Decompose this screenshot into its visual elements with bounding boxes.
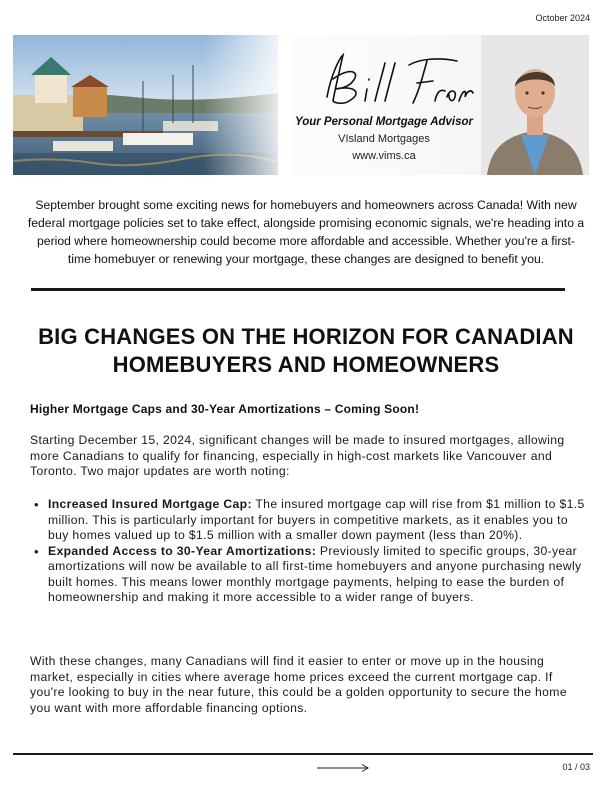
website-link[interactable]: www.vims.ca bbox=[352, 150, 416, 162]
list-item bbox=[30, 497, 590, 544]
section-divider bbox=[31, 288, 565, 291]
advisor-portrait bbox=[481, 35, 589, 175]
body-paragraph-1: Starting December 15, 2024, significant changes will be made to insured mortgages, allowing more Canadians to qualify for financing, especially in high-cost markets like Vancouver and Toronto. Two major updates are worth noting: bbox=[30, 433, 565, 478]
list-item-lead: Expanded Access to 30-Year Amortizations: bbox=[48, 543, 317, 558]
footer-divider bbox=[13, 753, 593, 755]
list-item-lead: Increased Insured Mortgage Cap: bbox=[48, 497, 252, 511]
list-item bbox=[30, 544, 590, 606]
page-number: 01 / 03 bbox=[562, 762, 590, 772]
issue-date: October 2024 bbox=[535, 13, 590, 23]
section-subheading: Higher Mortgage Caps and 30-Year Amortizations – Coming Soon! bbox=[30, 402, 420, 416]
intro-paragraph: September brought some exciting news for homebuyers and homeowners across Canada! With new federal mortgage policies set to take effect, alongside promising economic signals, we're heading into a period where homeownership could become more affordable and accessible. Whether you're a first-time homebuyer or renewing your mortgage, these changes are designed to benefit you. bbox=[27, 198, 585, 266]
body-paragraph-2: With these changes, many Canadians will find it easier to enter or move up in the housing market, especially in cities where average home prices exceed the current mortgage cap. If you're looking to buy in the near future, this could be a golden opportunity to secure the home you want with more affordable financing options. bbox=[30, 654, 567, 715]
arrow-right-icon[interactable] bbox=[316, 763, 370, 773]
company-name: VIsland Mortgages bbox=[338, 133, 430, 145]
key-changes-list bbox=[30, 497, 590, 606]
signature-logo bbox=[309, 45, 479, 115]
list-item-text: The insured mortgage cap will rise from $1 million to $1.5 million. This is particularly important for buyers in competitive markets, as it enables you to buy homes valued up to $1.5 million with a smaller down payment (less than 20%). bbox=[48, 497, 585, 542]
header-banner bbox=[13, 35, 589, 175]
list-item-text: Previously limited to specific groups, 30-year amortizations will now be available to all first-time homebuyers and anyone purchasing newly built homes. This means lower monthly mortgage payments, helping to ease the burden of homeownership and making it more accessible to a wider range of buyers. bbox=[48, 543, 582, 604]
page-headline: BIG CHANGES ON THE HORIZON FOR CANADIAN HOMEBUYERS AND HOMEOWNERS bbox=[38, 324, 574, 377]
advisor-title: Your Personal Mortgage Advisor bbox=[294, 116, 474, 128]
